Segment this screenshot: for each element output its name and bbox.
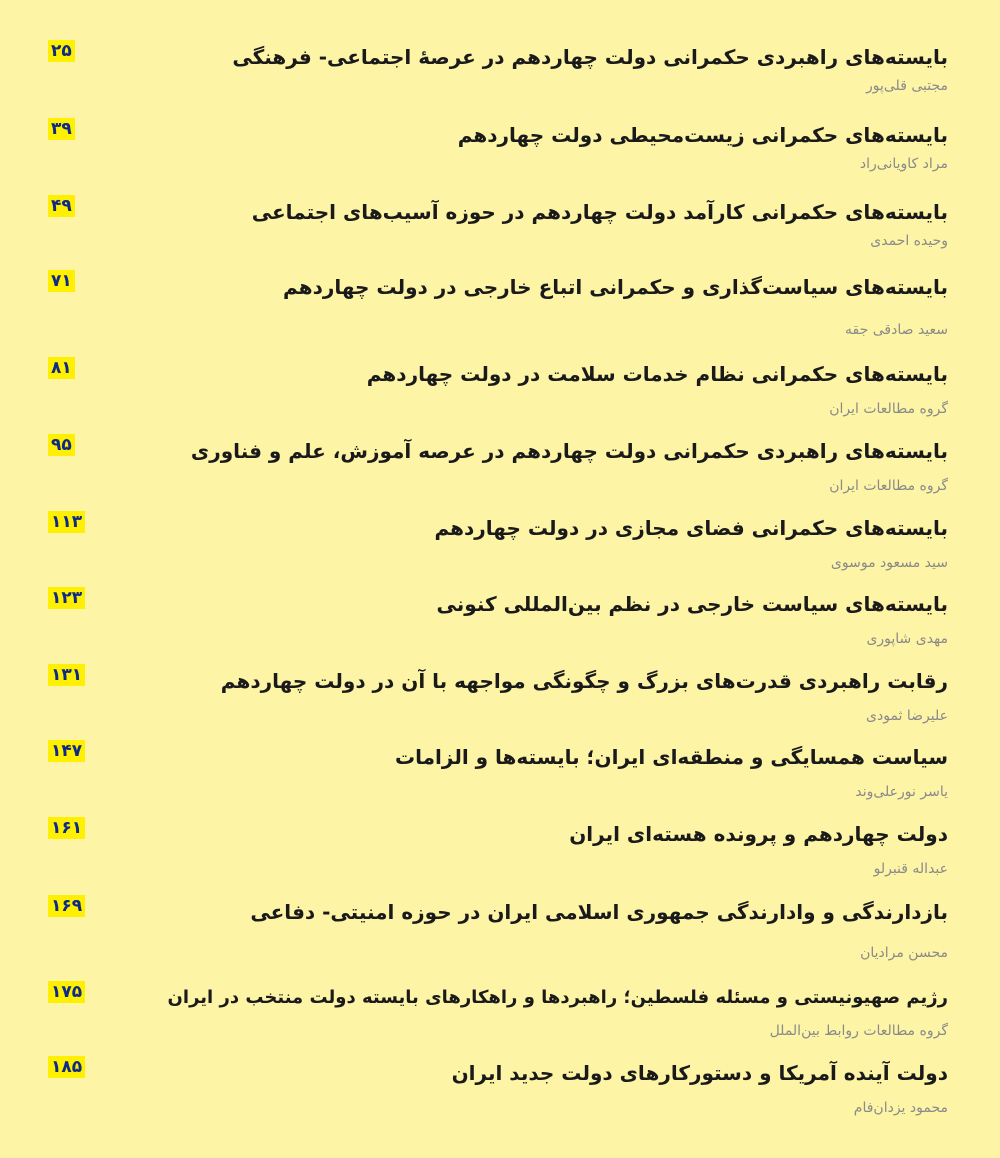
page-number-badge: ۱۳۱ <box>48 664 85 686</box>
entry-title: بایسته‌های حکمرانی زیست‌محیطی دولت چهاردهم <box>457 123 948 147</box>
entry-title: رژیم صهیونیستی و مسئله فلسطین؛ راهبردها و راهکارهای بایسته دولت منتخب در ایران <box>167 987 948 1008</box>
page-number-badge: ۸۱ <box>48 357 75 379</box>
entry-title: بایسته‌های سیاست خارجی در نظم بین‌المللی کنونی <box>436 592 948 616</box>
entry-title: بایسته‌های حکمرانی کارآمد دولت چهاردهم در حوزه آسیب‌های اجتماعی <box>251 200 948 224</box>
entry-author: سید مسعود موسوی <box>830 555 948 571</box>
entry-author: محسن مرادیان <box>860 945 948 961</box>
page-number-badge: ۴۹ <box>48 195 75 217</box>
entry-title: رقابت راهبردی قدرت‌های بزرگ و چگونگی مواجهه با آن در دولت چهاردهم <box>220 669 948 693</box>
entry-author: عبداله قنبرلو <box>873 861 948 877</box>
entry-author: مجتبی قلی‌پور <box>866 78 948 94</box>
entry-author: گروه مطالعات ایران <box>829 401 948 417</box>
page-number-badge: ۱۱۳ <box>48 511 85 533</box>
entry-title: بایسته‌های راهبردی حکمرانی دولت چهاردهم در عرصه آموزش، علم و فناوری <box>190 439 948 463</box>
entry-title: دولت آینده آمریکا و دستورکارهای دولت جدید ایران <box>451 1061 948 1085</box>
entry-author: مهدی شاپوری <box>866 631 948 647</box>
page-number-badge: ۳۹ <box>48 118 75 140</box>
entry-title: دولت چهاردهم و پرونده هسته‌ای ایران <box>569 822 948 846</box>
page-number-badge: ۱۶۹ <box>48 895 85 917</box>
entry-author: گروه مطالعات روابط بین‌الملل <box>769 1023 948 1039</box>
entry-author: مراد کاویانی‌راد <box>859 156 948 172</box>
page-number-badge: ۱۶۱ <box>48 817 85 839</box>
entry-title: بایسته‌های راهبردی حکمرانی دولت چهاردهم در عرصۀ اجتماعی- فرهنگی <box>232 45 948 69</box>
page-number-badge: ۱۸۵ <box>48 1056 85 1078</box>
entry-author: علیرضا ثمودی <box>866 708 948 724</box>
entry-author: یاسر نورعلی‌وند <box>855 784 948 800</box>
page-number-badge: ۱۴۷ <box>48 740 85 762</box>
page-number-badge: ۲۵ <box>48 40 75 62</box>
entry-author: سعید صادقی جقه <box>845 322 948 338</box>
page-number-badge: ۷۱ <box>48 270 75 292</box>
entry-author: گروه مطالعات ایران <box>829 478 948 494</box>
entry-title: بایسته‌های سیاست‌گذاری و حکمرانی اتباع خارجی در دولت چهاردهم <box>283 275 948 299</box>
entry-title: بایسته‌های حکمرانی فضای مجازی در دولت چهاردهم <box>434 516 948 540</box>
page-number-badge: ۱۲۳ <box>48 587 85 609</box>
entry-title: بایسته‌های حکمرانی نظام خدمات سلامت در دولت چهاردهم <box>366 362 948 386</box>
page-number-badge: ۱۷۵ <box>48 981 85 1003</box>
entry-author: وحیده احمدی <box>870 233 948 249</box>
page-number-badge: ۹۵ <box>48 434 75 456</box>
entry-title: بازدارندگی و وادارندگی جمهوری اسلامی ایران در حوزه امنیتی- دفاعی <box>250 900 948 924</box>
entry-author: محمود یزدان‌فام <box>853 1100 948 1116</box>
entry-title: سیاست همسایگی و منطقه‌ای ایران؛ بایسته‌ها و الزامات <box>395 745 948 769</box>
